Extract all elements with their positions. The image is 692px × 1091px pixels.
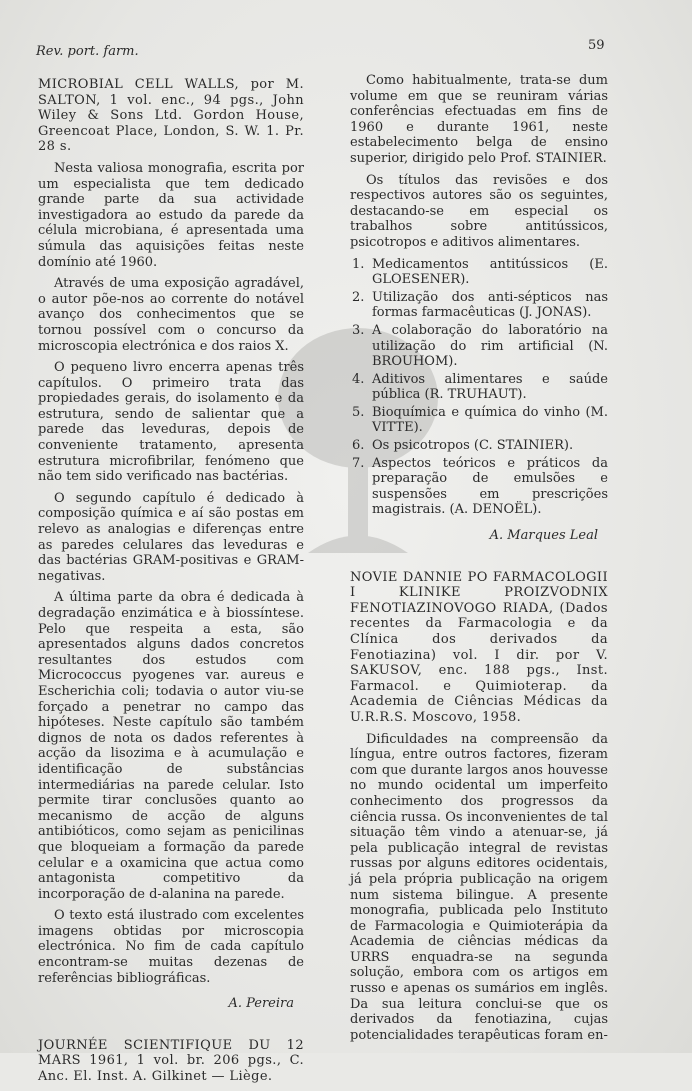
review-paragraph: O pequeno livro encerra apenas três capítulos. O primeiro trata das propiedades gerais, do isolamento e da estrutura, sendo de salientar que a parede das leveduras, depois de conveniente tratamento, apresenta estrutura microfibrilar, fenómeno que não tem sido verificado nas bactérias.: [38, 360, 304, 485]
reviewer-signature: A. Pereira: [228, 996, 294, 1012]
review-paragraph: O texto está ilustrado com excelentes imagens obtidas por microscopia electrónica. No fim de cada capítulo encontram-se muitas dezenas de referências bibliográficas.: [38, 908, 304, 986]
list-item: 5. Bioquímica e química do vinho (M. VITTE).: [352, 404, 608, 436]
review-paragraph: A última parte da obra é dedicada à degradação enzimática e à biossíntese. Pelo que respeita a esta, são apresentados alguns dados concretos resultantes dos estudos com Micrococcus pyogenes var. aureus e Escherichia coli; todavia o autor viu-se forçado a penetrar no campo das hipóteses. Neste capítulo são também dignos de nota os dados referentes à acção da lisozima e à acumulação e identificação de substâncias intermediárias na parede celular. Isto permite tirar conclusões quanto ao mecanismo de acção de alguns antibióticos, como sejam as penicilinas que bloqueiam a formação da parede celular e a oxamicina que actua como antagonista competitivo da incorporação de d-alanina na parede.: [38, 590, 304, 902]
review-paragraph: Nesta valiosa monografia, escrita por um especialista que tem dedicado grande parte da sua actividade investigadora ao estudo da parede da célula microbiana, é apresentada uma súmula das aquisições feitas neste domínio até 1960.: [38, 160, 304, 270]
review-paragraph: Os títulos das revisões e dos respectivos autores são os seguintes, destacando-se em especial os trabalhos sobre antitússicos, psicotropos e aditivos alimentares.: [350, 172, 608, 250]
page-number: 59: [588, 38, 605, 53]
review-paragraph: Dificuldades na compreensão da língua, entre outros factores, fizeram com que durante largos anos houvesse no mundo ocidental um imperfeito conhecimento dos progressos da ciência russa. Os inconvenientes de tal situação têm vindo a atenuar-se, já pela publicação integral de revistas russas por alguns editores ocidentais, já pela própria publicação na origem num sistema bilingue. A presente monografia, publicada pelo Instituto de Farmacologia e Quimioterápia da Academia de ciências médicas da URRS enquadra-se na segunda solução, embora com os artigos em russo e apenas os sumários em inglês. Da sua leitura conclui-se que os derivados da fenotiazina, cujas potencialidades terapêuticas foram en-: [350, 731, 608, 1043]
review-paragraph: Através de uma exposição agradável, o autor põe-nos ao corrente do notável avanço dos conhecimentos que se tornou possível com o concurso da microscopia electrónica e dos raios X.: [38, 276, 304, 354]
lecture-list: [350, 257, 608, 519]
list-item: 2. Utilização dos anti-sépticos nas formas farmacêuticas (J. JONAS).: [352, 289, 608, 321]
review-bibliographic-entry: MICROBIAL CELL WALLS, por M. SALTON, 1 vol. enc., 94 pgs., John Wiley & Sons Ltd. Gordon House, Greencoat Place, London, S. W. 1. Pr. 28 s.: [38, 77, 304, 155]
reviewer-signature: A. Marques Leal: [489, 528, 598, 544]
list-item: 7. Aspectos teóricos e práticos da preparação de emulsões e suspensões em prescrições magistrais. (A. DENOËL).: [352, 455, 608, 518]
list-item: 6. Os psicotropos (C. STAINIER).: [352, 438, 574, 454]
list-item: 1. Medicamentos antitússicos (E. GLOESENER).: [352, 256, 608, 288]
right-column: [350, 73, 608, 1049]
review-paragraph: Como habitualmente, trata-se dum volume em que se reuniram várias conferências efectuadas em fins de 1960 e durante 1961, neste estabelecimento belga de ensino superior, dirigido pelo Prof. STAINIER.: [350, 73, 608, 166]
review-bibliographic-entry: JOURNÉE SCIENTIFIQUE DU 12 MARS 1961, 1 vol. br. 206 pgs., C. Anc. El. Inst. A. Gilkinet — Liège.: [38, 1037, 304, 1085]
left-column: [38, 77, 304, 1091]
review-paragraph: O segundo capítulo é dedicado à composição química e aí são postas em relevo as analogias e diferenças entre as paredes celulares das leveduras e das bactérias GRAM-positivas e GRAM-negativas.: [38, 490, 304, 584]
journal-abbreviation: Rev. port. farm.: [36, 44, 139, 59]
review-bibliographic-entry: NOVIE DANNIE PO FARMACOLOGII I KLINIKE PROIZVODNIX FENOTIAZINOVOGO RIADA, (Dados recentes da Farmacologia e da Clínica dos derivados da Fenotiazina) vol. I dir. por V. SAKUSOV, enc. 188 pgs., Inst. Farmacol. e Quimioterap. da Academia de Ciências Médicas da U.R.R.S. Moscovo, 1958.: [350, 569, 608, 725]
list-item: 3. A colaboração do laboratório na utilização do rim artificial (N. BROUHOM).: [352, 322, 608, 370]
list-item: 4. Aditivos alimentares e saúde pública (R. TRUHAUT).: [352, 371, 608, 403]
